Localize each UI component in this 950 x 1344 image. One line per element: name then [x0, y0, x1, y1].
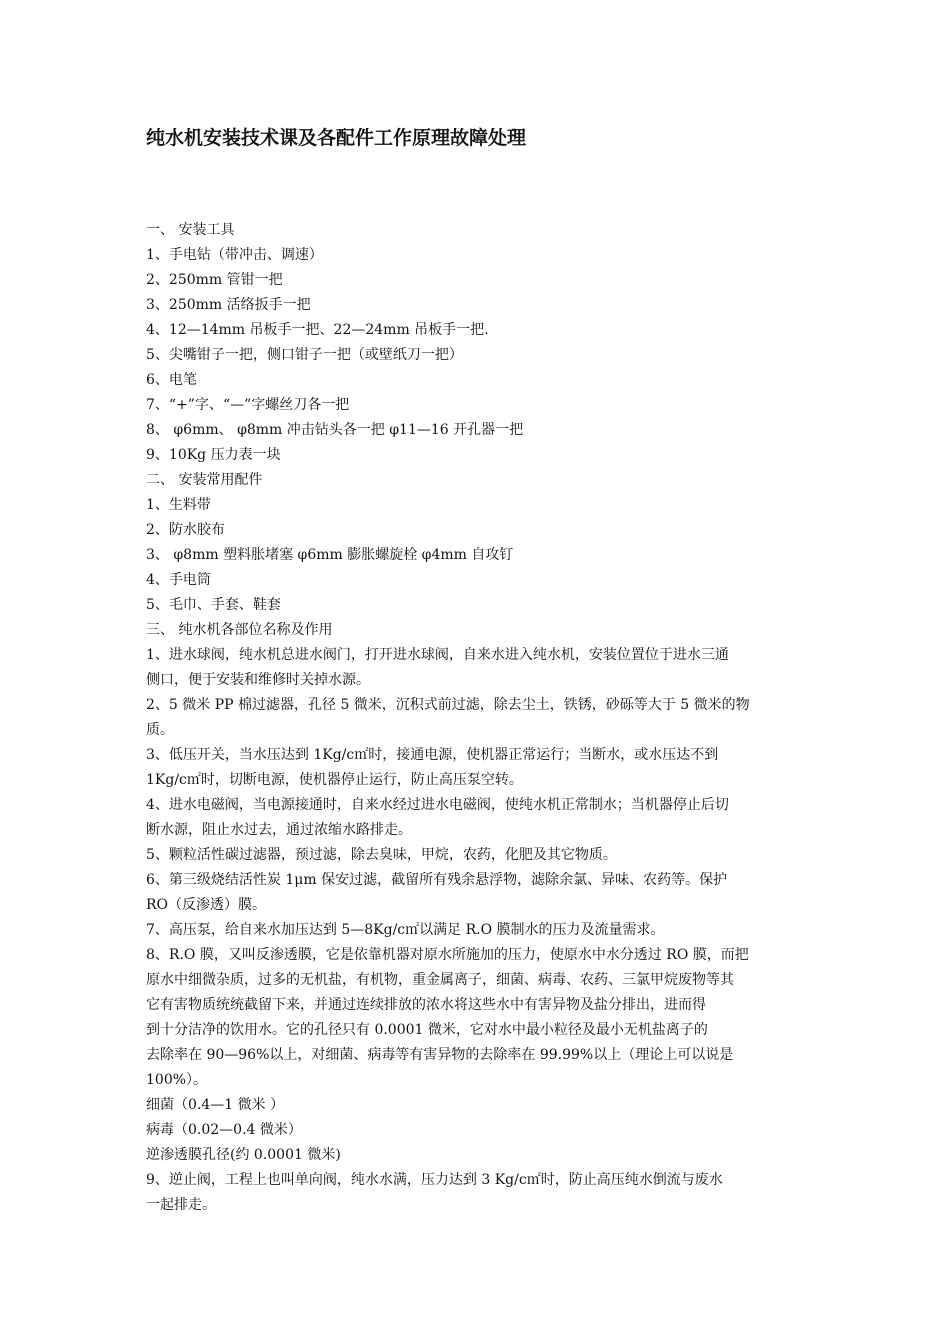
- list-item: 2、250mm 管钳一把: [146, 272, 283, 288]
- paragraph-line: 9、逆止阀，工程上也叫单向阀，纯水水满，压力达到 3 Kg/c㎡时，防止高压纯水倒流与废水: [146, 1172, 723, 1188]
- document-title: 纯水机安装技术课及各配件工作原理故障处理: [146, 127, 527, 149]
- paragraph-line: 8、R.O 膜，又叫反渗透膜，它是依靠机器对原水所施加的压力，使原水中水分透过 RO 膜，而把: [146, 947, 749, 963]
- note-membrane-pore: 逆渗透膜孔径(约 0.0001 微米): [146, 1147, 341, 1163]
- note-virus-size: 病毒（0.02—0.4 微米）: [146, 1122, 302, 1138]
- paragraph-line: 一起排走。: [146, 1197, 216, 1213]
- list-item: 1、生料带: [146, 497, 211, 513]
- list-item: 6、电笔: [146, 372, 197, 388]
- paragraph-line: 100%）。: [146, 1072, 208, 1088]
- paragraph-ro-membrane: [146, 943, 810, 1093]
- list-item: 8、 φ6mm、 φ8mm 冲击钻头各一把 φ11—16 开孔器一把: [146, 422, 524, 438]
- paragraph-line: 1Kg/c㎡时，切断电源，使机器停止运行，防止高压泵空转。: [146, 772, 523, 788]
- list-item: 4、12—14mm 吊板手一把、22—24mm 吊板手一把.: [146, 322, 489, 338]
- list-item: 1、手电钻（带冲击、调速）: [146, 247, 323, 263]
- paragraph-line: 侧口，便于安装和维修时关掉水源。: [146, 672, 370, 688]
- list-item: 3、 φ8mm 塑料胀堵塞 φ6mm 膨胀螺旋栓 φ4mm 自攻钉: [146, 547, 514, 563]
- paragraph-line: RO（反渗透）膜。: [146, 897, 267, 913]
- paragraph-line: 7、高压泵，给自来水加压达到 5—8Kg/c㎡以满足 R.O 膜制水的压力及流量需求。: [146, 922, 665, 938]
- document-body: [146, 218, 810, 1218]
- paragraph-high-pressure-pump: [146, 918, 810, 943]
- paragraph-line: 1、进水球阀，纯水机总进水阀门，打开进水球阀，自来水进入纯水机，安装位置位于进水三通: [146, 647, 729, 663]
- list-item: 5、毛巾、手套、鞋套: [146, 597, 281, 613]
- section-heading-tools: 一、 安装工具: [146, 222, 235, 238]
- list-item: 2、防水胶布: [146, 522, 225, 538]
- paragraph-line: 质。: [146, 722, 174, 738]
- paragraph-line: 5、颗粒活性碳过滤器，预过滤，除去臭味，甲烷，农药，化肥及其它物质。: [146, 847, 617, 863]
- paragraph-line: 去除率在 90—96%以上，对细菌、病毒等有害异物的去除率在 99.99%以上（理论上可以说是: [146, 1047, 734, 1063]
- section-heading-parts: 二、 安装常用配件: [146, 472, 263, 488]
- paragraph-line: 到十分洁净的饮用水。它的孔径只有 0.0001 微米，它对水中最小粒径及最小无机盐离子的: [146, 1022, 708, 1038]
- paragraph-line: 4、进水电磁阀，当电源接通时，自来水经过进水电磁阀，使纯水机正常制水；当机器停止后切: [146, 797, 729, 813]
- paragraph-inlet-valve: [146, 643, 810, 693]
- paragraph-carbon-filter: [146, 843, 810, 868]
- list-item: 7、“+”字、“—”字螺丝刀各一把: [146, 397, 350, 413]
- paragraph-line: 原水中细微杂质，过多的无机盐，有机物，重金属离子，细菌、病毒、农药、三氯甲烷废物等其: [146, 972, 734, 988]
- list-item: 9、10Kg 压力表一块: [146, 447, 281, 463]
- paragraph-line: 断水源，阻止水过去，通过浓缩水路排走。: [146, 822, 412, 838]
- paragraph-check-valve: [146, 1168, 810, 1218]
- paragraph-sintered-carbon: [146, 868, 810, 918]
- paragraph-line: 2、5 微米 PP 棉过滤器，孔径 5 微米，沉积式前过滤，除去尘土，铁锈，砂砾等大于 5 微米的物: [146, 697, 750, 713]
- paragraph-line: 6、第三级烧结活性炭 1μm 保安过滤，截留所有残余悬浮物，滤除余氯、异味、农药等。保护: [146, 872, 728, 888]
- list-item: 4、手电筒: [146, 572, 211, 588]
- paragraph-solenoid-valve: [146, 793, 810, 843]
- paragraph-line: 3、低压开关，当水压达到 1Kg/c㎡时，接通电源，使机器正常运行；当断水，或水压达不到: [146, 747, 719, 763]
- paragraph-line: 它有害物质统统截留下来，并通过连续排放的浓水将这些水中有害异物及盐分排出，进而得: [146, 997, 706, 1013]
- list-item: 5、尖嘴钳子一把，侧口钳子一把（或壁纸刀一把）: [146, 347, 463, 363]
- paragraph-pp-filter: [146, 693, 810, 743]
- note-bacteria-size: 细菌（0.4—1 微米 ）: [146, 1097, 285, 1113]
- section-heading-components: 三、 纯水机各部位名称及作用: [146, 622, 333, 638]
- list-item: 3、250mm 活络扳手一把: [146, 297, 311, 313]
- paragraph-low-pressure-switch: [146, 743, 810, 793]
